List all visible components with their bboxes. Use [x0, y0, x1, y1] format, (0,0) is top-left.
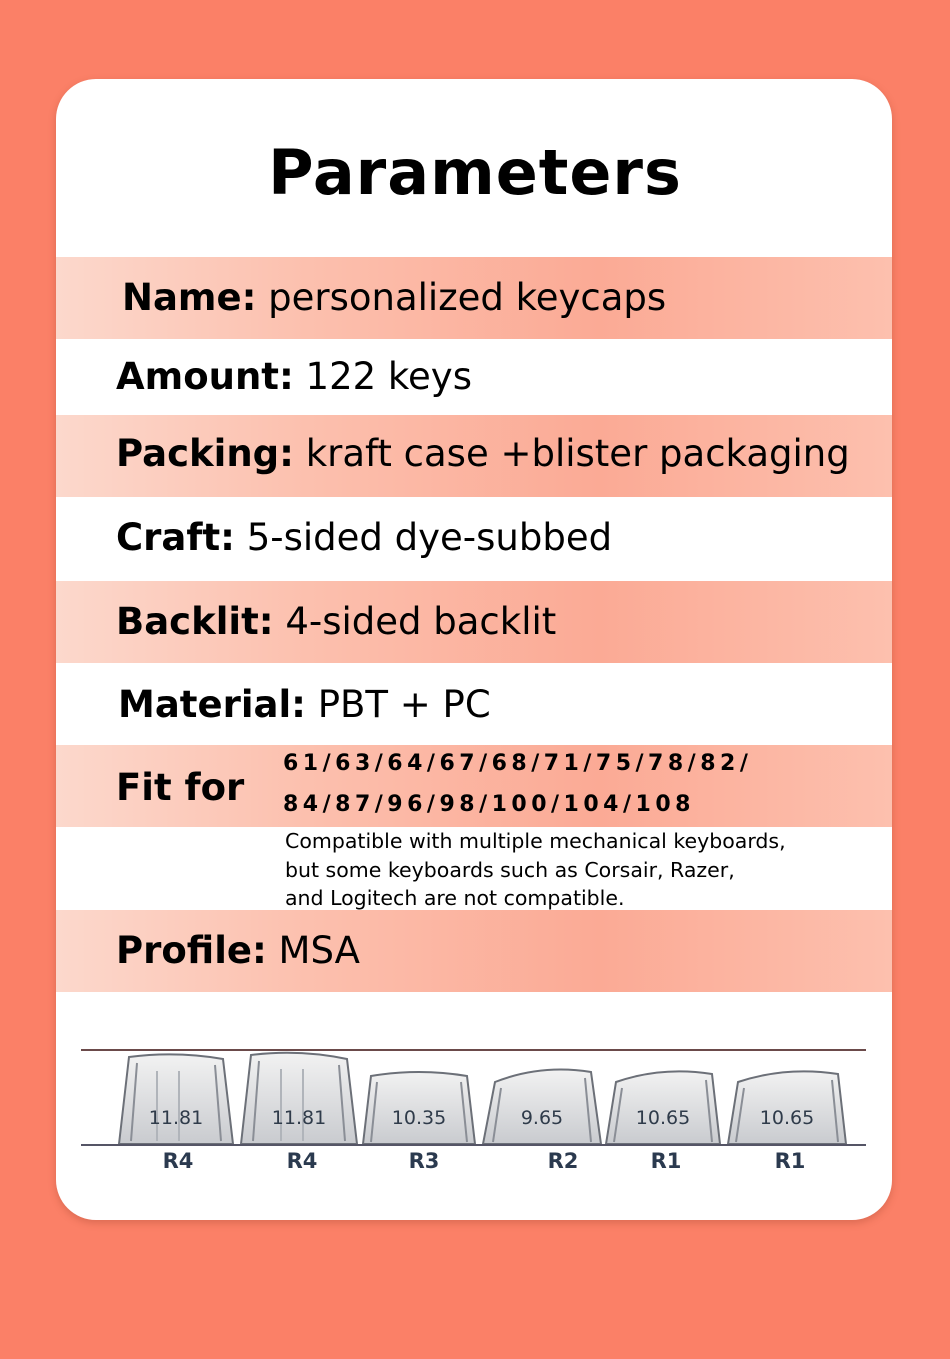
row-label-6: R1 [774, 1149, 806, 1173]
row-label-2: R4 [286, 1149, 318, 1173]
keycap-6: 10.65 [726, 1068, 848, 1144]
param-amount: Amount: 122 keys [116, 355, 472, 398]
keycap-5: 10.65 [604, 1068, 722, 1144]
param-fit-label: Fit for [116, 766, 245, 809]
keycap-4: 9.65 [481, 1068, 603, 1144]
keycap-1: 11.81 [117, 1053, 235, 1144]
keycap-3: 10.35 [361, 1070, 477, 1144]
profile-baseline [81, 1144, 866, 1146]
param-profile: Profile: MSA [116, 929, 360, 972]
profile-top-line [81, 1049, 866, 1051]
row-label-4: R2 [547, 1149, 579, 1173]
param-craft: Craft: 5-sided dye-subbed [116, 516, 613, 559]
fit-layouts-line1: 61/63/64/67/68/71/75/78/82/ [283, 751, 753, 776]
param-material: Material: PBT + PC [118, 683, 491, 726]
row-label-5: R1 [650, 1149, 682, 1173]
param-packing: Packing: kraft case +blister packaging [116, 432, 850, 475]
row-label-3: R3 [408, 1149, 440, 1173]
row-label-1: R4 [162, 1149, 194, 1173]
page-title: Parameters [268, 136, 682, 209]
param-backlit: Backlit: 4-sided backlit [116, 600, 557, 643]
keycap-2: 11.81 [239, 1051, 359, 1144]
param-name: Name: personalized keycaps [122, 276, 667, 319]
compatibility-note: Compatible with multiple mechanical keyboards, but some keyboards such as Corsair, Razer, and Logitech are not compatible. [285, 829, 786, 910]
fit-layouts-line2: 84/87/96/98/100/104/108 [283, 792, 695, 817]
